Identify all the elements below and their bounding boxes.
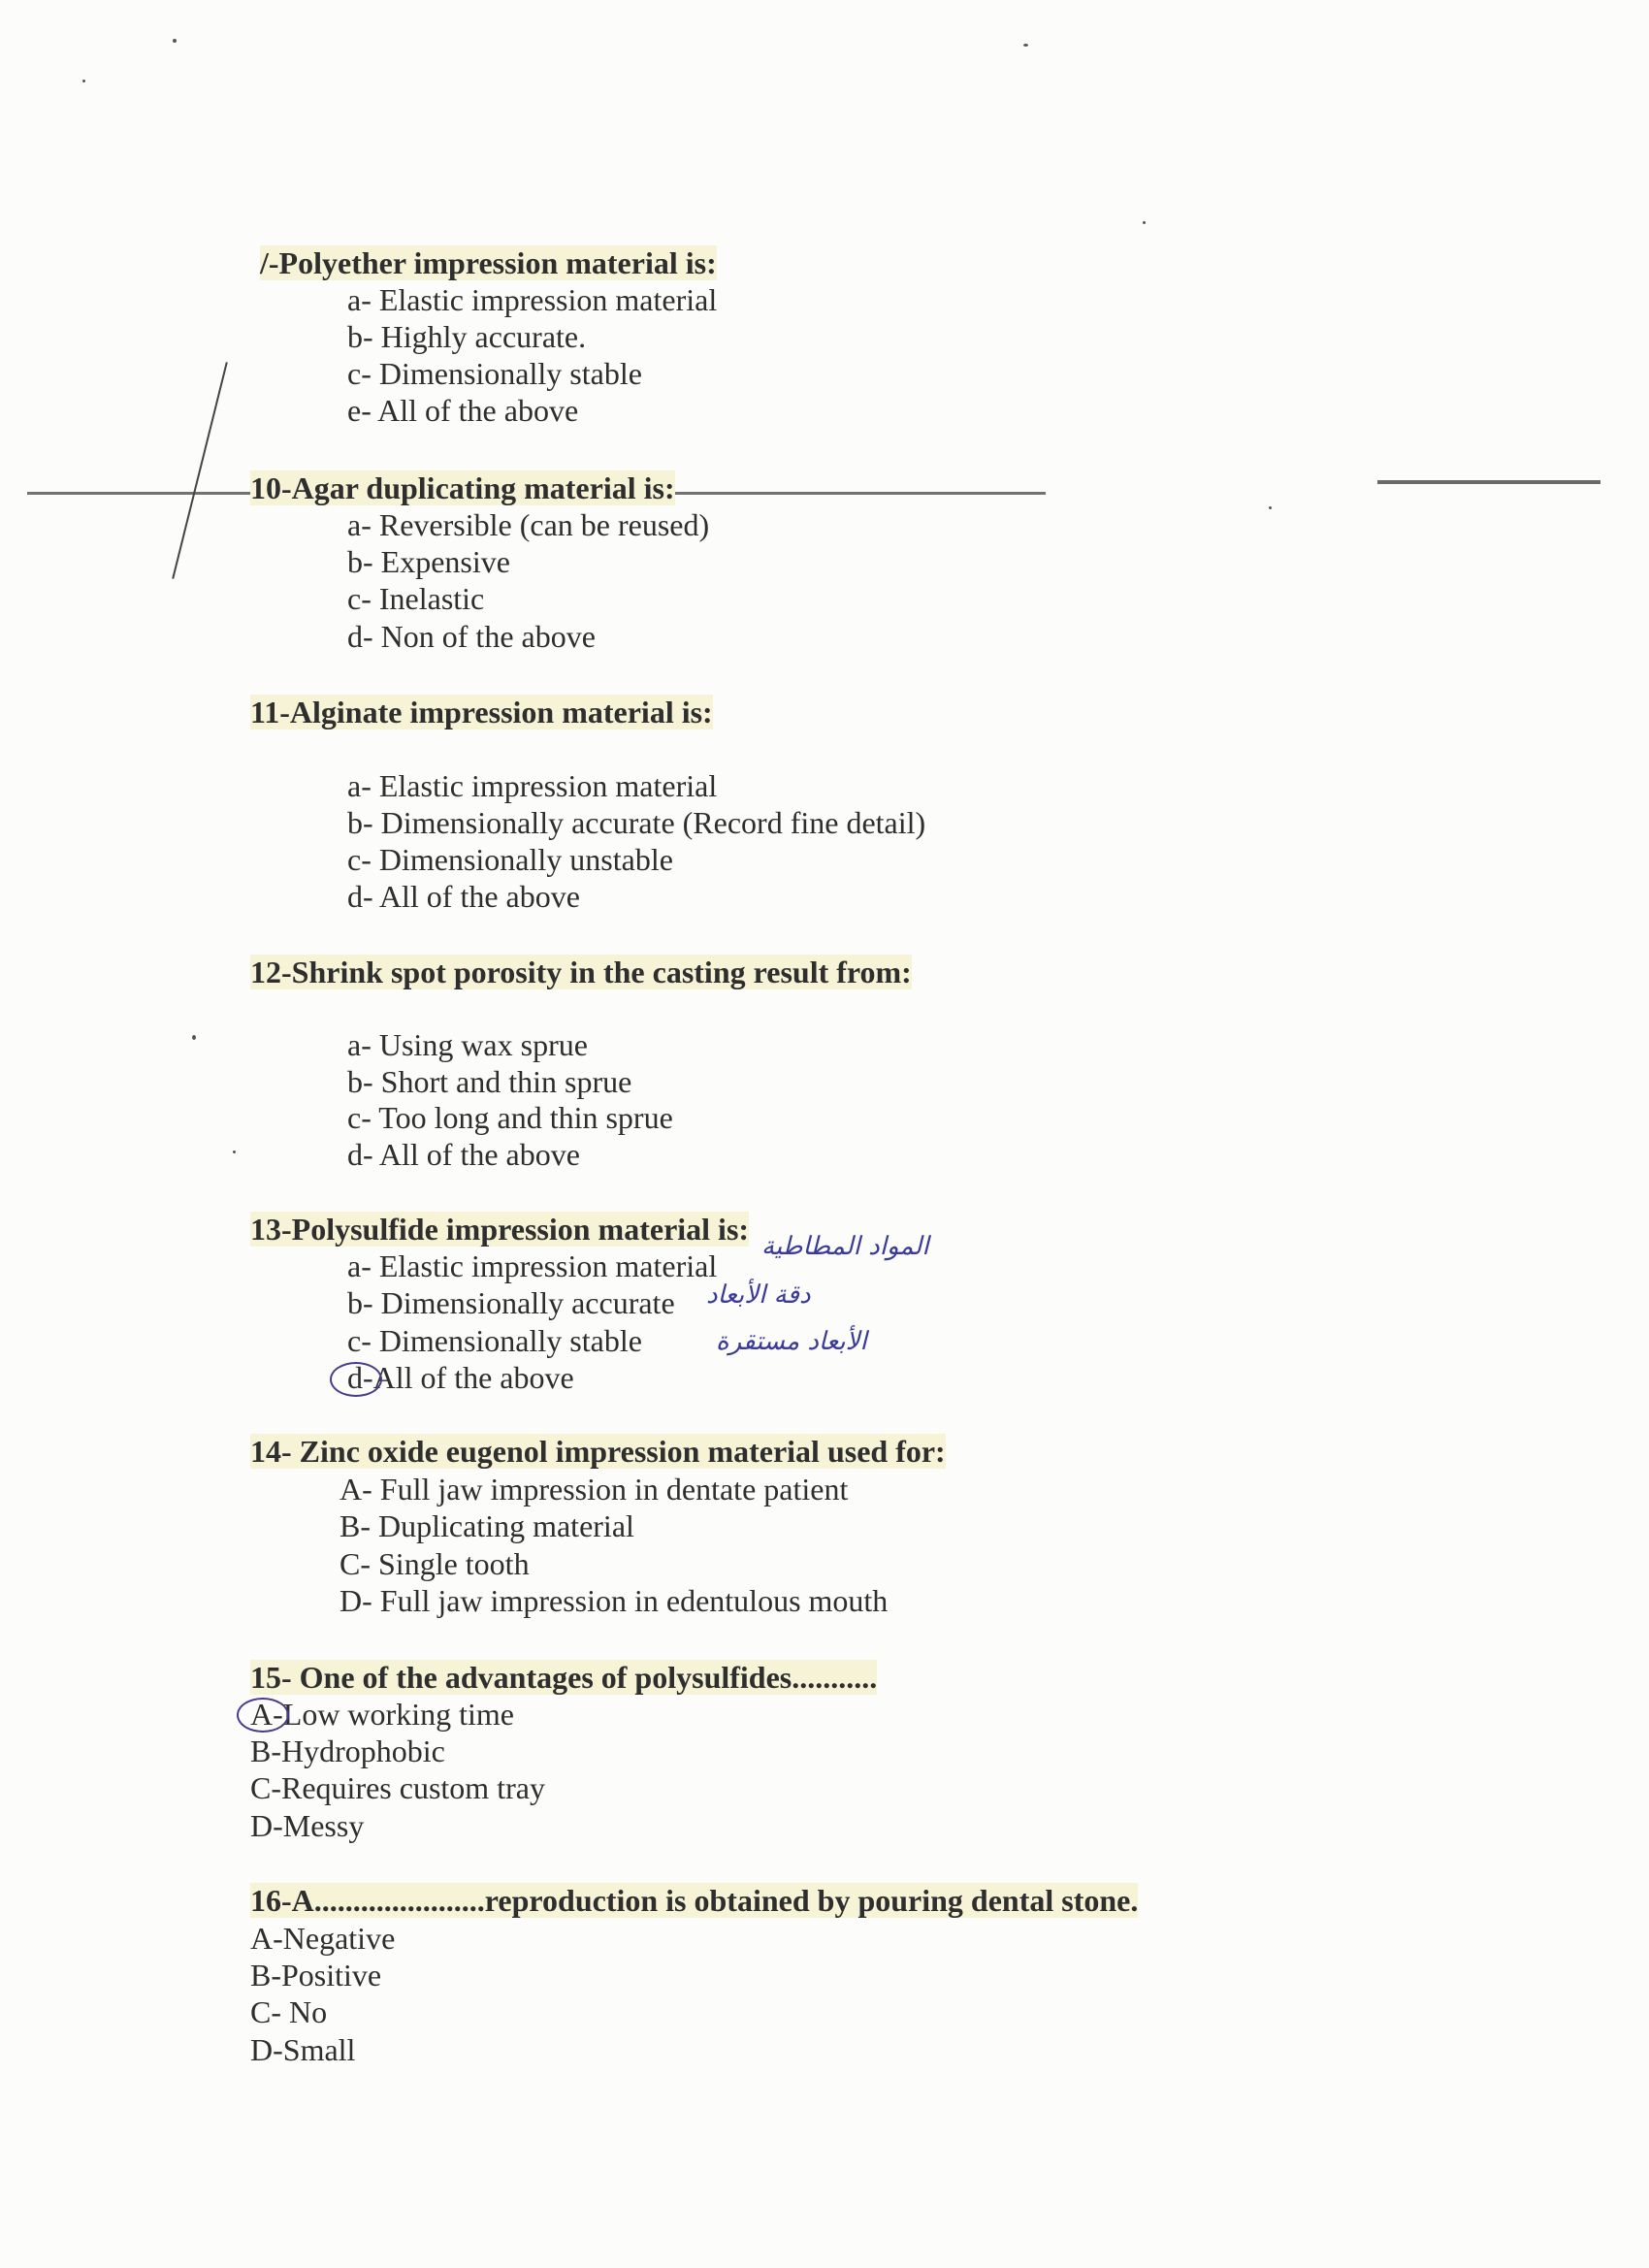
answer-option: b- Dimensionally accurate (Record fine detail): [347, 805, 926, 840]
question-heading: 16-A......................reproduction is obtained by pouring dental stone.: [250, 1883, 1139, 1918]
answer-circle-mark: [330, 1362, 382, 1397]
answer-option: a- Elastic impression material: [347, 282, 718, 317]
answer-circle-mark: [237, 1698, 289, 1733]
answer-option: B-Positive: [250, 1958, 382, 1993]
scan-speck: [233, 1150, 236, 1153]
question-heading: 13-Polysulfide impression material is:: [250, 1212, 750, 1247]
scan-speck: [1023, 44, 1028, 47]
answer-option: b- Dimensionally accurate: [347, 1285, 675, 1320]
scan-streak-right: [1377, 480, 1600, 484]
answer-option: A-Negative: [250, 1921, 396, 1956]
question-heading: 14- Zinc oxide eugenol impression material used for:: [250, 1434, 946, 1469]
answer-option: a- Elastic impression material: [347, 768, 718, 803]
answer-option: A- Full jaw impression in dentate patient: [340, 1472, 849, 1507]
answer-option: d- Non of the above: [347, 619, 596, 654]
question-heading: 11-Alginate impression material is:: [250, 695, 713, 729]
answer-option: a- Using wax sprue: [347, 1027, 588, 1062]
answer-option: c- Dimensionally unstable: [347, 842, 673, 877]
handwritten-note: دقة الأبعاد: [706, 1280, 811, 1310]
scan-speck: [82, 80, 85, 82]
question-heading: /-Polyether impression material is:: [260, 245, 717, 280]
answer-option: D- Full jaw impression in edentulous mouth: [340, 1583, 889, 1618]
scan-speck: [192, 1035, 196, 1040]
answer-option: c- Dimensionally stable: [347, 1323, 642, 1358]
answer-option: D-Small: [250, 2032, 356, 2067]
answer-option: a- Reversible (can be reused): [347, 507, 710, 542]
question-heading: 12-Shrink spot porosity in the casting result from:: [250, 955, 912, 989]
answer-option: C- No: [250, 1994, 328, 2029]
answer-option: C- Single tooth: [340, 1546, 530, 1581]
answer-option: d- All of the above: [347, 1137, 580, 1172]
handwritten-note: المواد المطاطية: [761, 1232, 929, 1261]
answer-option: a- Elastic impression material: [347, 1248, 718, 1283]
answer-option: d- All of the above: [347, 879, 580, 914]
question-heading: 15- One of the advantages of polysulfides...........: [250, 1660, 878, 1695]
scan-slash-mark: [172, 362, 228, 579]
answer-option: b- Expensive: [347, 544, 510, 579]
answer-option: b- Highly accurate.: [347, 319, 587, 354]
answer-option: b- Short and thin sprue: [347, 1064, 632, 1099]
answer-option: d-All of the above: [347, 1360, 574, 1395]
scan-speck: [1143, 221, 1146, 224]
answer-option: c- Too long and thin sprue: [347, 1100, 673, 1135]
answer-option: D-Messy: [250, 1808, 365, 1843]
scan-speck: [1269, 506, 1272, 509]
answer-option: C-Requires custom tray: [250, 1770, 545, 1805]
answer-option: e- All of the above: [347, 393, 579, 428]
answer-option: c- Dimensionally stable: [347, 356, 642, 391]
question-heading: 10-Agar duplicating material is:: [250, 470, 675, 505]
answer-option: c- Inelastic: [347, 581, 485, 616]
answer-option: A-Low working time: [250, 1697, 514, 1732]
handwritten-note: الأبعاد مستقرة: [716, 1327, 867, 1356]
answer-option: B-Hydrophobic: [250, 1733, 445, 1768]
answer-option: B- Duplicating material: [340, 1508, 634, 1543]
scan-speck: [173, 39, 177, 43]
